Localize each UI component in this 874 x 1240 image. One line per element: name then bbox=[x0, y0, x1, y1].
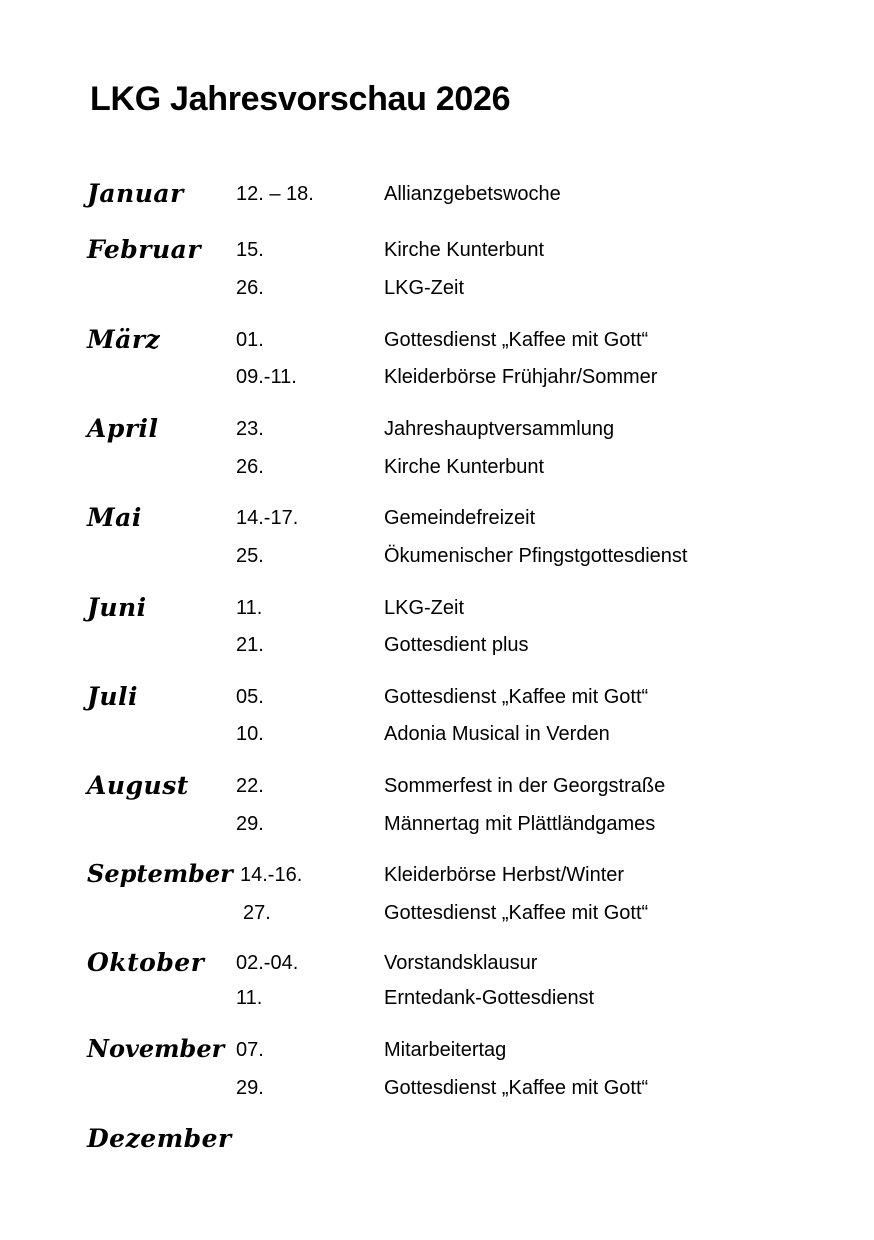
event-title: Gottesdienst „Kaffee mit Gott“ bbox=[384, 686, 649, 708]
event-title: Kirche Kunterbunt bbox=[384, 239, 545, 261]
month-juni: Juni bbox=[87, 593, 147, 622]
event-date: 29. bbox=[236, 813, 264, 835]
event-date: 29. bbox=[236, 1077, 264, 1099]
event-date: 15. bbox=[236, 239, 264, 261]
month-september: September bbox=[87, 859, 233, 888]
month-april: April bbox=[87, 414, 159, 443]
event-title: Jahreshauptversammlung bbox=[384, 418, 615, 440]
event-title: Kirche Kunterbunt bbox=[384, 456, 545, 478]
event-date: 12. – 18. bbox=[236, 183, 314, 205]
month-november: November bbox=[87, 1034, 225, 1063]
event-date: 10. bbox=[236, 723, 264, 745]
month-mai: Mai bbox=[87, 503, 142, 532]
event-date: 14.-17. bbox=[236, 507, 299, 529]
event-date: 25. bbox=[236, 545, 264, 567]
event-title: LKG-Zeit bbox=[384, 277, 465, 299]
event-date: 26. bbox=[236, 277, 264, 299]
event-title: Gemeindefreizeit bbox=[384, 507, 536, 529]
event-date: 11. bbox=[236, 987, 263, 1009]
event-date: 01. bbox=[236, 329, 264, 351]
month-august: August bbox=[87, 771, 189, 800]
month-dezember: Dezember bbox=[87, 1124, 232, 1153]
month-maerz: März bbox=[87, 325, 161, 354]
event-title: Gottesdienst „Kaffee mit Gott“ bbox=[384, 902, 649, 924]
month-juli: Juli bbox=[87, 682, 138, 711]
event-title: Ökumenischer Pfingstgottesdienst bbox=[384, 545, 688, 567]
month-februar: Februar bbox=[87, 235, 201, 264]
event-title: Gottesdienst „Kaffee mit Gott“ bbox=[384, 1077, 649, 1099]
month-januar: Januar bbox=[87, 179, 184, 208]
page-title: LKG Jahresvorschau 2026 bbox=[90, 80, 511, 118]
event-date: 14.-16. bbox=[240, 864, 303, 886]
event-date: 07. bbox=[236, 1039, 264, 1061]
event-date: 22. bbox=[236, 775, 264, 797]
event-title: LKG-Zeit bbox=[384, 597, 465, 619]
event-date: 11. bbox=[236, 597, 263, 619]
event-date: 23. bbox=[236, 418, 264, 440]
event-date: 05. bbox=[236, 686, 264, 708]
event-title: Gottesdient plus bbox=[384, 634, 529, 656]
event-title: Sommerfest in der Georgstraße bbox=[384, 775, 666, 797]
event-title: Gottesdienst „Kaffee mit Gott“ bbox=[384, 329, 649, 351]
event-date: 09.-11. bbox=[236, 366, 297, 388]
event-date: 27. bbox=[243, 902, 271, 924]
event-date: 26. bbox=[236, 456, 264, 478]
event-title: Männertag mit Plättländgames bbox=[384, 813, 656, 835]
event-title: Adonia Musical in Verden bbox=[384, 723, 610, 745]
event-date: 21. bbox=[236, 634, 264, 656]
event-date: 02.-04. bbox=[236, 952, 299, 974]
event-title: Mitarbeitertag bbox=[384, 1039, 507, 1061]
event-title: Kleiderbörse Herbst/Winter bbox=[384, 864, 625, 886]
event-title: Erntedank-Gottesdienst bbox=[384, 987, 595, 1009]
month-oktober: Oktober bbox=[87, 948, 205, 977]
event-title: Kleiderbörse Frühjahr/Sommer bbox=[384, 366, 658, 388]
event-title: Allianzgebetswoche bbox=[384, 183, 561, 205]
event-title: Vorstandsklausur bbox=[384, 952, 538, 974]
